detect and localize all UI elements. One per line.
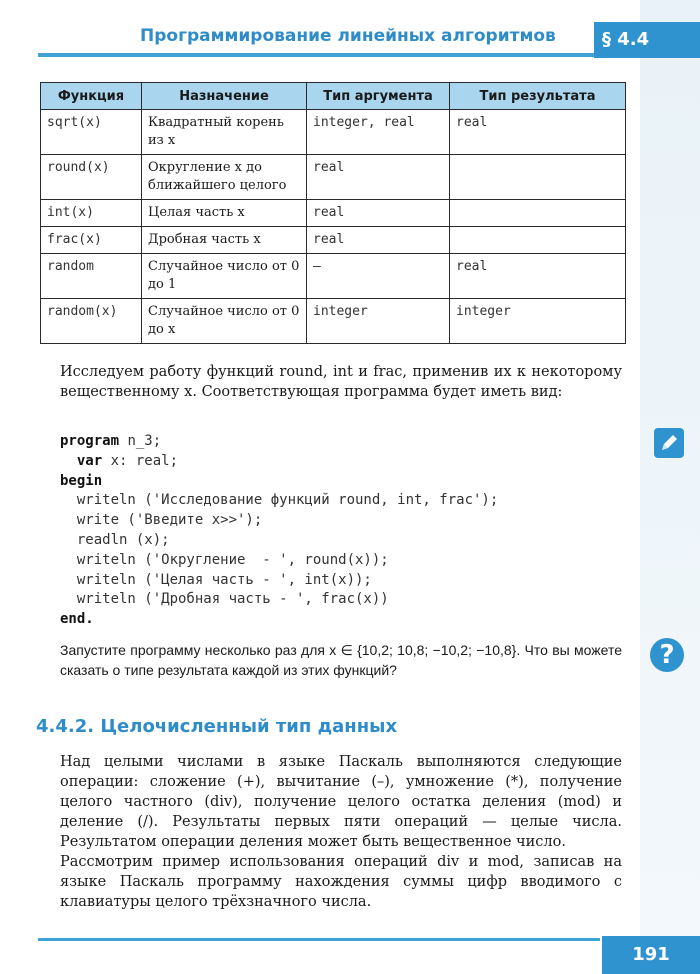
arg-type-cell: real — [307, 200, 450, 227]
table-row — [41, 227, 626, 254]
question-icon: ? — [650, 638, 684, 672]
intro-paragraph: Исследуем работу функций round, int и frac, применив их к некоторому вещественному x. Соответствующая программа будет иметь вид: — [60, 364, 622, 400]
function-cell: frac(x) — [41, 227, 142, 254]
function-cell: round(x) — [41, 155, 142, 200]
code-line: write ('Введите x>>'); — [60, 512, 263, 529]
task-paragraph: Запустите программу несколько раз для x ∈ {10,2; 10,8; −10,2; −10,8}. Что вы можете сказать о типе результата каждой из этих функций? — [60, 642, 623, 678]
table-row — [41, 200, 626, 227]
purpose-cell: Случайное число от 0 до x — [142, 299, 307, 344]
code-text: n_3; — [119, 433, 162, 449]
arg-type-cell: integer, real — [307, 110, 450, 155]
side-strip — [640, 0, 700, 974]
arg-type-cell: integer — [307, 299, 450, 344]
footer-rule — [38, 938, 600, 941]
result-type-cell: integer — [450, 299, 626, 344]
code-line — [60, 610, 620, 630]
page-header — [0, 22, 700, 58]
table-row — [41, 110, 626, 155]
purpose-cell: Целая часть x — [142, 200, 307, 227]
code-line — [60, 472, 620, 492]
column-header: Тип аргумента — [307, 83, 450, 110]
purpose-cell: Дробная часть x — [142, 227, 307, 254]
result-type-cell — [450, 200, 626, 227]
purpose-cell: Случайное число от 0 до 1 — [142, 254, 307, 299]
code-line: readln (x); — [60, 531, 170, 548]
section-badge: § 4.4 — [594, 22, 700, 58]
result-type-cell — [450, 155, 626, 200]
column-header: Функция — [41, 83, 142, 110]
code-line: writeln ('Целая часть - ', int(x)); — [60, 571, 372, 588]
header-title: Программирование линейных алгоритмов — [140, 26, 562, 46]
function-cell: random — [41, 254, 142, 299]
header-rule — [38, 53, 598, 57]
column-header: Тип результата — [450, 83, 626, 110]
function-cell: sqrt(x) — [41, 110, 142, 155]
purpose-cell: Квадратный корень из x — [142, 110, 307, 155]
code-line: writeln ('Дробная часть - ', frac(x)) — [60, 591, 389, 608]
body-paragraph-1: Над целыми числами в языке Паскаль выполняются следующие операции: сложение (+), вычитание (–), умножение (*), получение целого частного (div), получение целого остатка деления (mod) и деление (/). Результаты первых пяти операций — целые числа. Результатом операции деления может быть вещественное число. — [60, 754, 622, 850]
code-keyword: program — [60, 433, 120, 449]
code-keyword: end. — [60, 611, 94, 628]
table-row — [41, 254, 626, 299]
code-line: writeln ('Округление - ', round(x)); — [60, 551, 389, 568]
body-paragraph-2: Рассмотрим пример использования операций div и mod, записав на языке Паскаль программу нахождения суммы цифр вводимого с клавиатуры целого трёхзначного числа. — [60, 854, 622, 910]
result-type-cell — [450, 227, 626, 254]
column-header: Назначение — [142, 83, 307, 110]
function-cell: int(x) — [41, 200, 142, 227]
code-line — [60, 452, 620, 472]
code-keyword: begin — [60, 472, 103, 489]
table-row — [41, 299, 626, 344]
page-number: 191 — [602, 936, 700, 974]
code-line — [60, 432, 620, 452]
code-text: x: real; — [102, 452, 179, 469]
result-type-cell: real — [450, 254, 626, 299]
pencil-icon — [654, 428, 684, 458]
code-keyword: var — [60, 452, 103, 469]
section-heading: 4.4.2. Целочисленный тип данных — [36, 716, 398, 737]
arg-type-cell: real — [307, 227, 450, 254]
table-header-row — [41, 83, 626, 110]
purpose-cell: Округление x до ближайшего целого — [142, 155, 307, 200]
result-type-cell: real — [450, 110, 626, 155]
function-cell: random(x) — [41, 299, 142, 344]
functions-table — [40, 82, 626, 344]
table-row — [41, 155, 626, 200]
code-line: writeln ('Исследование функций round, int, frac'); — [60, 492, 499, 509]
code-listing — [60, 432, 620, 630]
arg-type-cell: real — [307, 155, 450, 200]
arg-type-cell: – — [307, 254, 450, 299]
